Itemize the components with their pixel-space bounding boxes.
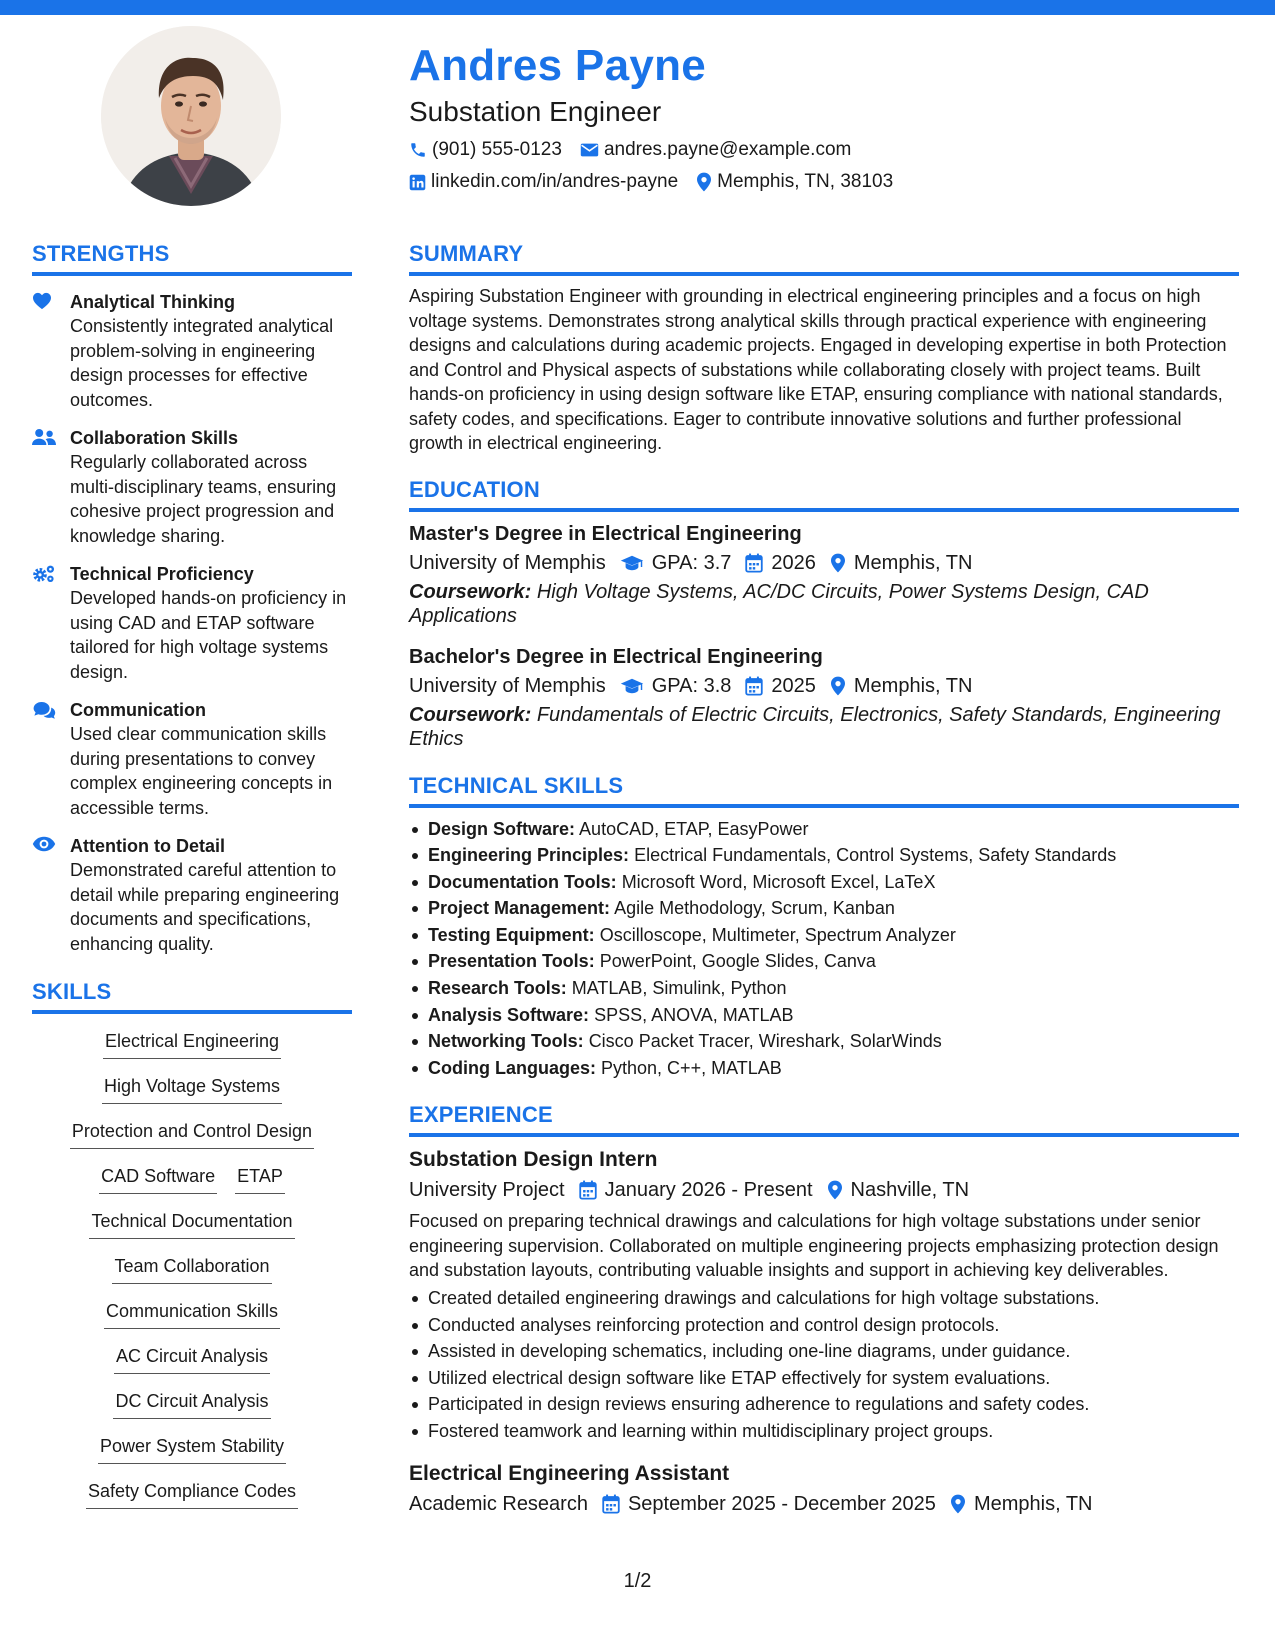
skill-tag: AC Circuit Analysis	[114, 1343, 270, 1374]
list-item	[409, 869, 1239, 896]
summary-heading: SUMMARY	[409, 240, 1239, 276]
graduation-cap-icon	[620, 677, 644, 695]
gears-icon	[32, 564, 56, 584]
degree-title: Bachelor's Degree in Electrical Engineering	[409, 645, 823, 668]
education-section	[409, 476, 1239, 752]
page-number: 1/2	[623, 1570, 652, 1592]
year-text: 2026	[771, 551, 816, 574]
strengths-heading: STRENGTHS	[32, 240, 352, 276]
skill-values: Oscilloscope, Multimeter, Spectrum Analyzer	[599, 924, 956, 945]
skill-values: Electrical Fundamentals, Control Systems, Safety Standards	[634, 845, 1117, 866]
experience-item	[409, 1145, 1239, 1444]
location-contact	[696, 166, 893, 198]
skill-category: Presentation Tools:	[428, 951, 595, 972]
contact-row-2	[409, 166, 1239, 198]
users-icon	[32, 428, 56, 446]
phone-text: (901) 555-0123	[432, 139, 562, 160]
position-title: Substation Design Intern	[409, 1148, 658, 1172]
skill-category: Analysis Software:	[428, 1004, 590, 1025]
experience-section	[409, 1101, 1239, 1518]
contact-row-1	[409, 134, 1239, 166]
school-name: University of Memphis	[409, 551, 606, 574]
email-text: andres.payne@example.com	[603, 139, 852, 160]
skill-tag: Technical Documentation	[89, 1208, 294, 1239]
list-item	[409, 816, 1239, 843]
skills-list	[32, 1028, 352, 1523]
list-item	[409, 1002, 1239, 1029]
experience-heading: EXPERIENCE	[409, 1101, 1239, 1137]
list-item: Assisted in developing schematics, including one-line diagrams, under guidance.	[409, 1338, 1239, 1365]
education-item	[409, 643, 1239, 752]
chat-icon	[32, 700, 56, 720]
strength-item	[32, 290, 352, 412]
map-pin-icon	[830, 553, 846, 573]
skill-tag: Protection and Control Design	[70, 1118, 314, 1149]
strength-desc: Developed hands-on proficiency in using CAD and ETAP software tailored for high voltage systems design.	[70, 588, 347, 682]
gpa-text: GPA: 3.7	[651, 551, 732, 574]
list-item	[409, 1055, 1239, 1082]
list-item: Utilized electrical design software like ETAP effectively for system evaluations.	[409, 1365, 1239, 1392]
list-item: Participated in design reviews ensuring adherence to regulations and safety codes.	[409, 1391, 1239, 1418]
skill-values: Python, C++, MATLAB	[601, 1057, 782, 1078]
skill-category: Engineering Principles:	[428, 845, 630, 866]
left-column	[32, 240, 352, 1523]
strength-desc: Used clear communication skills during presentations to convey complex engineering concepts in accessible terms.	[70, 724, 333, 818]
skill-category: Coding Languages:	[428, 1057, 596, 1078]
skill-tag: ETAP	[235, 1163, 285, 1194]
summary-text: Aspiring Substation Engineer with grounding in electrical engineering principles and a focus on high voltage systems. Demonstrates strong analytical skills through practical experience with engineering designs and calculations during academic projects. Engaged in developing expertise in both Protection and Control and Physical aspects of substations while collaborating closely with project teams. Built hands-on proficiency in using design software like ETAP, ensuring compliance with national standards, safety codes, and specifications. Eager to contribute innovative solutions and further professional growth in electrical engineering.	[409, 286, 1227, 453]
list-item: Fostered teamwork and learning within multidisciplinary project groups.	[409, 1418, 1239, 1445]
organization: Academic Research	[409, 1492, 588, 1515]
experience-meta	[409, 1489, 1239, 1519]
degree-title: Master's Degree in Electrical Engineering	[409, 522, 802, 545]
profile-photo	[101, 26, 281, 206]
skill-category: Research Tools:	[428, 978, 567, 999]
education-meta	[409, 548, 1239, 578]
skill-category: Documentation Tools:	[428, 871, 617, 892]
calendar-icon	[602, 1494, 620, 1514]
skill-values: MATLAB, Simulink, Python	[571, 978, 787, 999]
skill-tag: Electrical Engineering	[103, 1028, 281, 1059]
skill-values: Cisco Packet Tracer, Wireshark, SolarWinds	[588, 1031, 942, 1052]
list-item	[409, 948, 1239, 975]
job-title: Substation Engineer	[409, 96, 662, 127]
location-text: Memphis, TN	[853, 551, 973, 574]
date-range: January 2026 - Present	[604, 1179, 813, 1202]
strength-title: Collaboration Skills	[70, 428, 239, 448]
skill-category: Design Software:	[428, 818, 576, 839]
experience-meta	[409, 1175, 1239, 1205]
strength-title: Technical Proficiency	[70, 564, 254, 584]
coursework-list: High Voltage Systems, AC/DC Circuits, Power Systems Design, CAD Applications	[409, 580, 1149, 627]
eye-icon	[32, 836, 56, 852]
skill-values: AutoCAD, ETAP, EasyPower	[579, 818, 809, 839]
coursework	[409, 703, 1239, 752]
skill-category: Networking Tools:	[428, 1031, 584, 1052]
experience-item	[409, 1459, 1239, 1519]
school-name: University of Memphis	[409, 674, 606, 697]
map-pin-icon	[950, 1494, 966, 1514]
list-item: Conducted analyses reinforcing protection and control design protocols.	[409, 1312, 1239, 1339]
list-item	[409, 842, 1239, 869]
candidate-name: Andres Payne	[409, 41, 707, 90]
skill-tag: High Voltage Systems	[102, 1073, 282, 1104]
skill-values: SPSS, ANOVA, MATLAB	[594, 1004, 794, 1025]
calendar-icon	[745, 676, 763, 696]
top-accent-bar	[0, 0, 1275, 15]
position-description: Focused on preparing technical drawings and calculations for high voltage substations under senior engineering supervision. Collaborated on multiple engineering projects emphasizing protection design and substation layouts, contributing valuable insights and support in achieving key deliverables.	[409, 1211, 1219, 1281]
skill-tag: CAD Software	[99, 1163, 217, 1194]
skill-tag: Communication Skills	[104, 1298, 280, 1329]
skill-values: Agile Methodology, Scrum, Kanban	[614, 898, 895, 919]
strength-desc: Demonstrated careful attention to detail while preparing engineering documents and specifications, enhancing quality.	[70, 860, 340, 954]
technical-skills-section	[409, 772, 1239, 1082]
strength-desc: Consistently integrated analytical problem-solving in engineering design processes for effective outcomes.	[70, 316, 334, 410]
skill-values: PowerPoint, Google Slides, Canva	[599, 951, 876, 972]
coursework	[409, 580, 1239, 629]
skill-values: Microsoft Word, Microsoft Excel, LaTeX	[621, 871, 936, 892]
coursework-list: Fundamentals of Electric Circuits, Electronics, Safety Standards, Engineering Ethics	[409, 703, 1221, 750]
calendar-icon	[745, 553, 763, 573]
strength-item	[32, 426, 352, 548]
skill-tag: Team Collaboration	[112, 1253, 271, 1284]
date-range: September 2025 - December 2025	[627, 1492, 936, 1515]
email-icon	[580, 142, 599, 158]
skill-tag: Power System Stability	[98, 1433, 286, 1464]
linkedin-contact[interactable]	[409, 166, 678, 198]
technical-skills-heading: TECHNICAL SKILLS	[409, 772, 1239, 808]
location-text: Memphis, TN, 38103	[717, 171, 894, 192]
organization: University Project	[409, 1179, 565, 1202]
strength-item	[32, 562, 352, 684]
strength-item	[32, 698, 352, 820]
education-item	[409, 520, 1239, 629]
phone-icon	[409, 141, 427, 159]
education-heading: EDUCATION	[409, 476, 1239, 512]
list-item	[409, 1028, 1239, 1055]
strength-title: Communication	[70, 700, 207, 720]
map-pin-icon	[830, 676, 846, 696]
position-title: Electrical Engineering Assistant	[409, 1461, 730, 1485]
coursework-label: Coursework:	[409, 703, 532, 726]
skill-category: Project Management:	[428, 898, 611, 919]
phone-contact[interactable]	[409, 134, 562, 166]
list-item	[409, 922, 1239, 949]
graduation-cap-icon	[620, 554, 644, 572]
linkedin-icon	[409, 174, 426, 191]
strength-item	[32, 834, 352, 956]
strength-title: Attention to Detail	[70, 836, 225, 856]
skill-tag: Safety Compliance Codes	[86, 1478, 298, 1509]
location-text: Memphis, TN	[853, 674, 973, 697]
location-text: Nashville, TN	[850, 1179, 970, 1202]
coursework-label: Coursework:	[409, 580, 532, 603]
calendar-icon	[579, 1180, 597, 1200]
right-column	[409, 240, 1239, 1519]
resume-header	[409, 40, 1239, 198]
strength-title: Analytical Thinking	[70, 292, 236, 312]
strength-desc: Regularly collaborated across multi-disciplinary teams, ensuring cohesive project progression and knowledge sharing.	[70, 452, 337, 546]
location-text: Memphis, TN	[973, 1492, 1093, 1515]
skill-tag: DC Circuit Analysis	[113, 1388, 270, 1419]
education-meta	[409, 671, 1239, 701]
email-contact[interactable]	[580, 134, 851, 166]
heart-icon	[32, 292, 52, 310]
map-pin-icon	[696, 172, 712, 192]
skill-category: Testing Equipment:	[428, 924, 595, 945]
linkedin-text: linkedin.com/in/andres-payne	[431, 171, 679, 192]
technical-skills-list	[409, 816, 1239, 1082]
achievement-list	[409, 1285, 1239, 1445]
year-text: 2025	[771, 674, 816, 697]
map-pin-icon	[827, 1180, 843, 1200]
list-item	[409, 895, 1239, 922]
gpa-text: GPA: 3.8	[651, 674, 732, 697]
list-item	[409, 975, 1239, 1002]
list-item: Created detailed engineering drawings and calculations for high voltage substations.	[409, 1285, 1239, 1312]
skills-heading: SKILLS	[32, 978, 352, 1014]
